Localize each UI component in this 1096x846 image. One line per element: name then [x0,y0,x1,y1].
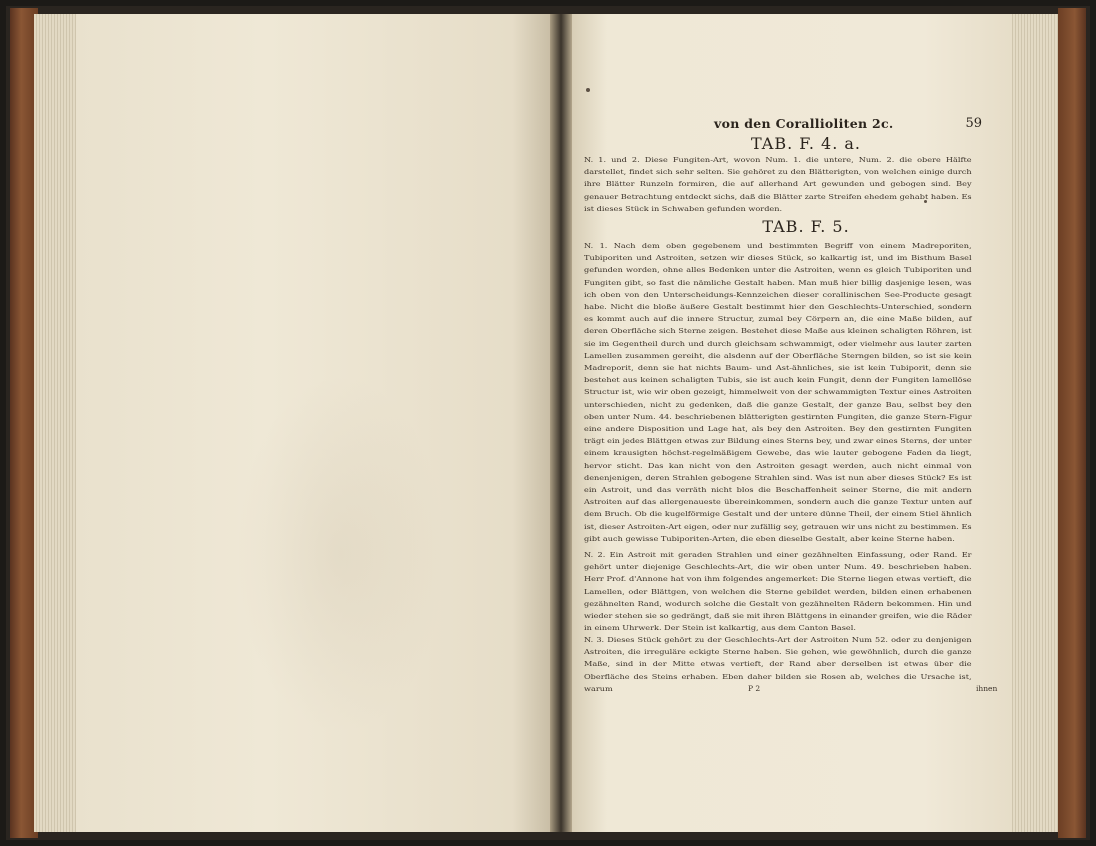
paragraph-n1: N. 1. Nach dem oben gegebenem und bestimmten Begriff von einem Madreporiten, Tubiporiten und Astroiten, setzen wir dieses Stück, so kalkartig ist, und im Bisthum Basel gefunden worden, ohne alles Bedenken unter die Astroiten, wenn es gleich Tubiporiten und Fungiten gibt, so fast die nämliche Gestalt haben. Man muß hier billig dasjenige lesen, was ich oben von den Unterscheidungs-Kennzeichen dieser corallinischen See-Producte gesagt habe. Nicht die bloße äußere Gestalt bestimmt hier den Geschlechts-Unterschied, sondern es kommt auch auf die innere Structur, zumal bey Cörpern an, die eine Maße bilden, auf deren Oberfläche sich Sterne zeigen. Bestehet diese Maße aus kleinen schaligten Röhren, ist sie im Gegentheil durch und durch gleichsam schwammigt, oder vielmehr aus lauter zarten Lamellen zusammen gereiht, die alsdenn auf der Oberfläche Sterngen bilden, so ist sie kein Madreporit, denn sie hat nichts Baum- und Ast-ähnliches, sie ist kein Tubiporit, denn sie bestehet aus keinen schaligten Tubis, sie ist auch kein Fungit, denn der Fungiten lamellöse Structur ist, wie wir oben gezeigt, himmelweit von der schwammigten Textur eines Astroiten unterschieden, nicht zu gedenken, daß die ganze Gestalt, der ganze Bau, selbst bey den oben unter Num. 44. beschriebenen blätterigten gestirnten Fungiten, die ganze Stern-Figur eine andere Disposition und Lage hat, als bey den Astroiten. Bey den gestirnten Fungiten trägt ein jedes Blättgen etwas zur Bildung eines Sterns bey, und zwar eines Sterns, der unter einem krausigten höchst-regelmäßigem Gewebe, das wie lauter gebogene Faden da liegt, hervor sticht. Das kan nicht von den Astroiten gesagt werden, auch nicht einmal von denenjenigen, deren Strahlen gebogene Strahlen sind. Was ist nun aber dieses Stück? Es ist ein Astroit, und das verräth nicht blos die Beschaffenheit seiner Sterne, die mit andern Astroiten auf das allergenaueste übereinkommen, sondern auch die ganze Textur unten auf dem Bruch. Ob die kugelförmige Gestalt und der untere dünne Theil, der einem Stiel ähnlich ist, dieser Astroiten-Art eigen, oder nur zufällig sey, getrauen wir uns nicht zu bestimmen. Es gibt auch gewisse Tubiporiten-Arten, die eben dieselbe Gestalt, aber keine Sterne haben. [584,242,972,543]
signature-mark: P 2 [748,684,761,693]
catchword: ihnen [976,684,998,693]
section-heading-tab-f5: TAB. F. 5. [762,217,850,236]
book-gutter [550,14,572,832]
paragraph-n2: N. 2. Ein Astroit mit geraden Strahlen und einer gezähnelten Einfassung, oder Rand. Er gehört unter diejenige Geschlechts-Art, die wir oben unter Num. 49. beschrieben haben. Herr Prof. d'Annone hat von ihm folgendes angemerket: Die Sterne liegen etwas vertieft, die Lamellen, oder Blättgen, von welchen die Sterne gebildet werden, bilden einen erhabenen gezähnelten Rand, wodurch solche die Gestalt von gezähnelten Rädern bekommen. Hin und wieder stehen sie so gedrängt, daß sie mit ihren Blättgens in einander greifen, wie die Räder in einem Uhrwerk. Der Stein ist kalkartig, aus dem Canton Basel. [584,551,972,633]
page-number: 59 [965,116,982,131]
left-page-edges [34,14,82,832]
paper-speck [586,88,590,92]
plate-show-through [236,374,446,734]
left-page-blank [76,14,550,832]
page-header [612,116,1000,134]
running-head: von den Corallioliten 2c. [714,116,894,131]
paragraph-n3: N. 3. Dieses Stück gehört zu der Geschlechts-Art der Astroiten Num 52. oder zu denjenigen Astroiten, die irreguläre eckigte Sterne haben. Sie gehen, wie gewöhnlich, durch die ganze Maße, sind in der Mitte etwas vertieft, der Rand aber derselben ist etwas über die Oberfläche des Steins erhaben. Eben daher bilden sie Rosen ab, welches die Ursache ist, warum [584,636,972,693]
section-heading-tab-f4a: TAB. F. 4. a. [750,134,862,153]
paragraph-tab-f4a: N. 1. und 2. Diese Fungiten-Art, wovon Num. 1. die untere, Num. 2. die obere Hälfte darstellet, findet sich sehr selten. Sie gehöret zu den Blätterigten, von welchen einige durch ihre Blätter Runzeln formiren, die auf allerhand Art gewunden und gebogen sind. Bey genauer Betrachtung entdeckt sichs, daß die Blätter zarte Streifen ehedem gehabt haben. Es ist dieses Stück in Schwaben gefunden worden. [584,156,972,213]
right-cover-binding [1058,8,1086,838]
right-page-edges [1012,14,1058,832]
